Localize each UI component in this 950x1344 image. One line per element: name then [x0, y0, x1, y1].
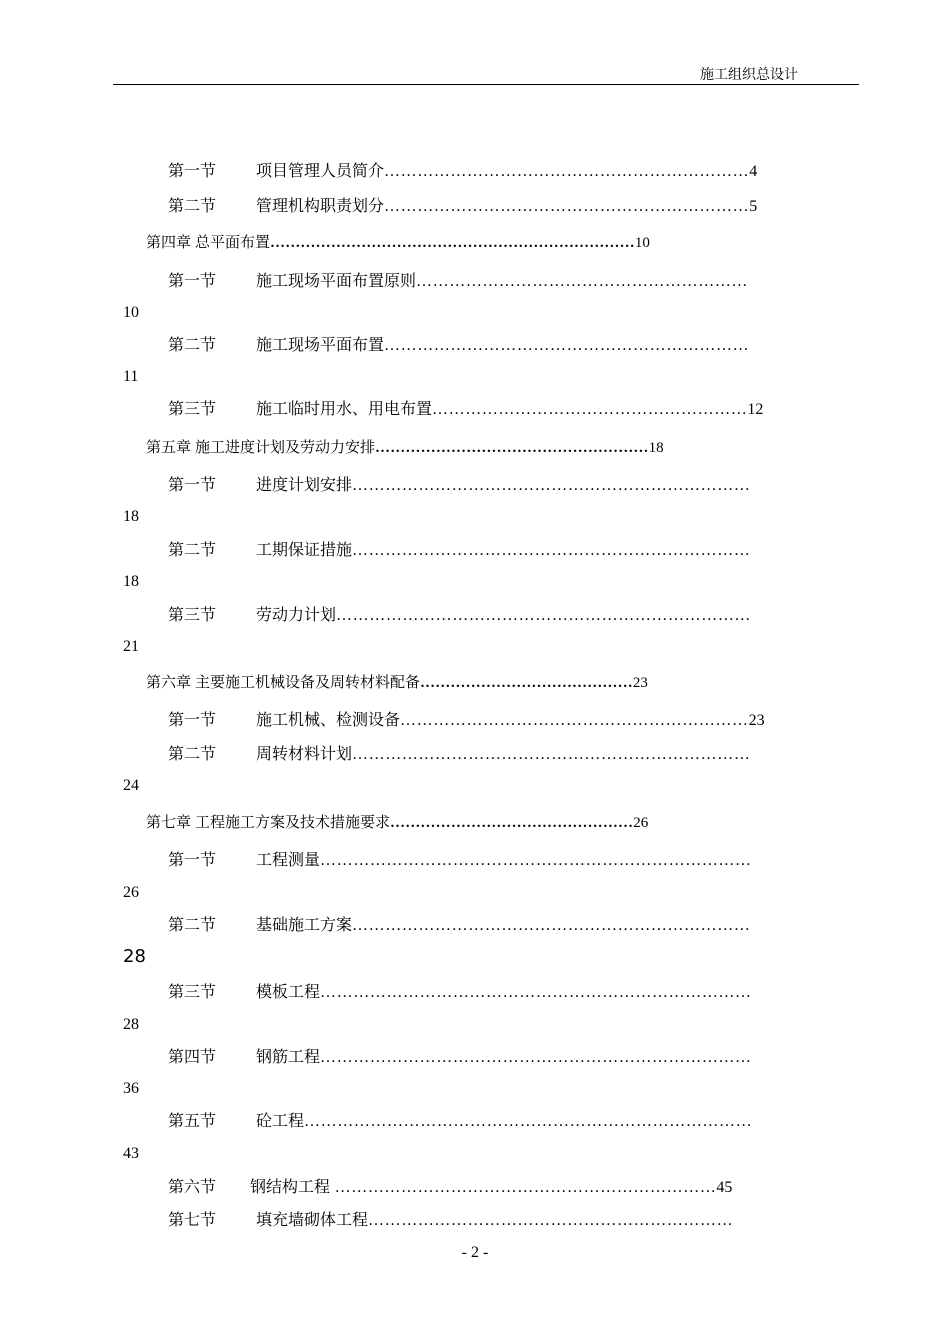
toc-leader: ……………………………………………………………… — [352, 746, 751, 763]
toc-title: 钢筋工程 — [256, 1047, 321, 1066]
toc-label: 第四章 — [146, 233, 192, 251]
toc-entry[interactable] — [168, 270, 748, 293]
toc-title: 施工临时用水、用电布置 — [256, 399, 433, 418]
toc-chapter-entry[interactable] — [146, 436, 664, 459]
toc-title: 施工进度计划及劳动力安排 — [195, 438, 376, 456]
toc-title: 主要施工机械设备及周转材料配备 — [195, 673, 421, 691]
toc-page: 28 — [123, 946, 146, 967]
toc-title: 管理机构职责划分 — [256, 196, 385, 215]
toc-entry[interactable] — [168, 981, 752, 1004]
toc-leader: ………………………………………………………… — [384, 337, 750, 354]
toc-page: 18 — [123, 508, 139, 525]
toc-title: 进度计划安排 — [256, 475, 353, 494]
toc-entry[interactable] — [168, 914, 750, 937]
toc-label: 第五节 — [168, 1111, 217, 1130]
toc-title: 项目管理人员简介 — [256, 161, 385, 180]
toc-label: 第七节 — [168, 1210, 217, 1229]
toc-title: 填充墙砌体工程 — [256, 1210, 369, 1229]
toc-title: 施工机械、检测设备 — [256, 710, 401, 729]
toc-leader: ………………………………………………… — [432, 401, 748, 418]
toc-title: 砼工程 — [256, 1111, 305, 1130]
toc-title: 总平面布置 — [195, 233, 271, 251]
toc-title: 施工现场平面布置原则 — [256, 271, 417, 290]
toc-leader: …………………………………… — [420, 675, 633, 691]
toc-leader: ……………………………………………………………………… — [304, 1113, 753, 1130]
toc-page: 18 — [123, 573, 139, 590]
toc-label: 第二节 — [168, 540, 217, 559]
toc-entry[interactable] — [168, 1110, 752, 1133]
toc-entry[interactable] — [168, 539, 750, 562]
toc-page: 24 — [123, 777, 139, 794]
toc-page: 4 — [749, 163, 758, 180]
toc-chapter-entry[interactable] — [146, 811, 648, 834]
toc-page: 10 — [123, 304, 139, 321]
toc-leader: ……………………………………………………… — [400, 712, 749, 729]
toc-entry[interactable] — [168, 1209, 733, 1232]
toc-page: 11 — [123, 368, 139, 385]
toc-title: 工程测量 — [256, 850, 321, 869]
toc-chapter-entry[interactable] — [146, 671, 648, 694]
toc-entry[interactable] — [168, 1176, 732, 1199]
toc-entry[interactable] — [168, 398, 763, 421]
toc-entry[interactable] — [168, 1046, 752, 1069]
toc-page: 18 — [648, 440, 664, 456]
toc-label: 第四节 — [168, 1047, 217, 1066]
header-title: 施工组织总设计 — [700, 67, 798, 83]
toc-title: 工程施工方案及技术措施要求 — [195, 813, 391, 831]
toc-page: 43 — [123, 1145, 139, 1162]
header-rule — [113, 84, 859, 85]
toc-label: 第二节 — [168, 196, 217, 215]
toc-leader: ……………………………………………… — [375, 440, 649, 456]
toc-leader: …………………………………………………………………… — [320, 984, 752, 1001]
toc-label: 第三节 — [168, 399, 217, 418]
toc-page: 12 — [747, 401, 764, 418]
toc-leader: ……………………………………………………………… — [352, 477, 751, 494]
toc-label: 第一节 — [168, 161, 217, 180]
toc-title: 钢结构工程 — [250, 1177, 331, 1196]
toc-page: 5 — [749, 198, 758, 215]
toc-leader: ……………………………………………………………… — [270, 235, 635, 251]
toc-entry[interactable] — [168, 709, 765, 732]
toc-label: 第六章 — [146, 673, 192, 691]
toc-leader: …………………………………………………………………… — [320, 1049, 752, 1066]
toc-title: 基础施工方案 — [256, 915, 353, 934]
toc-label: 第二节 — [168, 335, 217, 354]
toc-leader: ………………………………………………………… — [384, 163, 750, 180]
toc-label: 第二节 — [168, 744, 217, 763]
toc-title: 模板工程 — [256, 982, 321, 1001]
toc-label: 第六节 — [168, 1177, 217, 1196]
toc-leader: …………………………………………………… — [416, 273, 749, 290]
toc-leader: ………………………………………………………… — [368, 1212, 734, 1229]
toc-label: 第五章 — [146, 438, 192, 456]
toc-page: 23 — [748, 712, 765, 729]
toc-page: 26 — [633, 815, 649, 831]
toc-leader: ………………………………………………………… — [384, 198, 750, 215]
toc-page: 23 — [632, 675, 648, 691]
toc-page: 28 — [123, 1016, 139, 1033]
toc-page: 26 — [123, 884, 139, 901]
toc-label: 第一节 — [168, 475, 217, 494]
toc-title: 施工现场平面布置 — [256, 335, 385, 354]
toc-title: 周转材料计划 — [256, 744, 353, 763]
toc-label: 第二节 — [168, 915, 217, 934]
toc-page: 10 — [634, 235, 650, 251]
toc-chapter-entry[interactable] — [146, 231, 650, 254]
toc-label: 第三节 — [168, 605, 217, 624]
toc-leader: …………………………………………………………… — [330, 1179, 717, 1196]
toc-entry[interactable] — [168, 334, 749, 357]
toc-entry[interactable] — [168, 474, 750, 497]
toc-entry[interactable] — [168, 195, 757, 218]
page-number: - 2 - — [461, 1244, 489, 1261]
toc-title: 劳动力计划 — [256, 605, 337, 624]
toc-leader: ……………………………………………………………… — [352, 542, 751, 559]
toc-leader: …………………………………………………………………… — [320, 852, 752, 869]
toc-entry[interactable] — [168, 849, 752, 872]
toc-leader: ………………………………………… — [390, 815, 634, 831]
toc-page: 45 — [716, 1179, 733, 1196]
toc-label: 第一节 — [168, 271, 217, 290]
toc-entry[interactable] — [168, 604, 751, 627]
toc-title: 工期保证措施 — [256, 540, 353, 559]
toc-label: 第七章 — [146, 813, 192, 831]
toc-label: 第三节 — [168, 982, 217, 1001]
toc-entry[interactable] — [168, 743, 750, 766]
toc-leader: ……………………………………………………………… — [352, 917, 751, 934]
toc-label: 第一节 — [168, 710, 217, 729]
toc-entry[interactable] — [168, 160, 757, 183]
toc-page: 21 — [123, 638, 139, 655]
toc-label: 第一节 — [168, 850, 217, 869]
toc-page: 36 — [123, 1080, 139, 1097]
toc-leader: ………………………………………………………………… — [336, 607, 752, 624]
